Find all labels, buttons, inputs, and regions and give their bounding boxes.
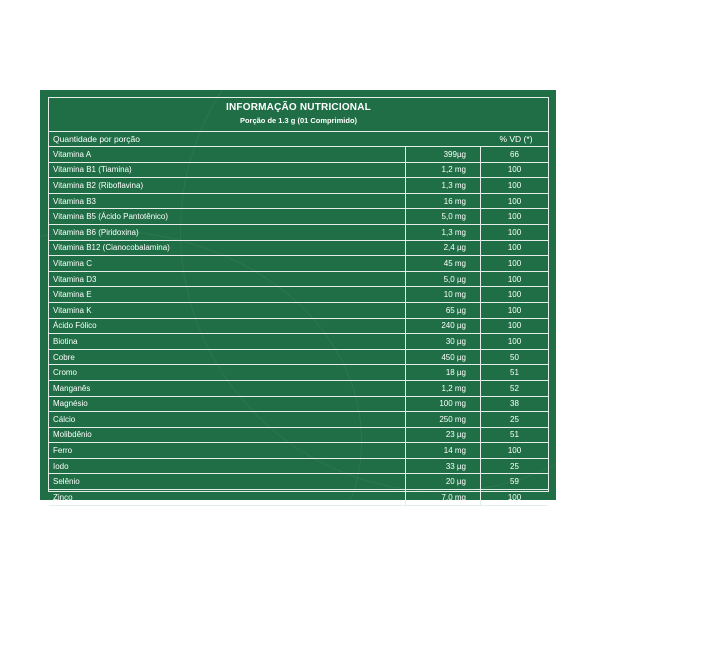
nutrient-name: Ácido Fólico <box>49 318 406 334</box>
nutrient-row <box>49 427 548 443</box>
nutrient-vd: 50 <box>481 349 549 365</box>
nutrient-amount: 1,3 mg <box>406 224 481 240</box>
nutrient-name: Vitamina C <box>49 256 406 272</box>
nutrient-vd: 100 <box>481 209 549 225</box>
nutrient-name: Vitamina E <box>49 287 406 303</box>
nutrient-vd: 100 <box>481 271 549 287</box>
nutrient-amount: 2,4 µg <box>406 240 481 256</box>
nutrient-name: Biotina <box>49 334 406 350</box>
nutrient-vd: 52 <box>481 380 549 396</box>
nutrient-amount: 5,0 µg <box>406 271 481 287</box>
nutrient-vd: 59 <box>481 474 549 490</box>
vd-header: % VD (*) <box>499 134 533 144</box>
nutrient-name: Vitamina A <box>49 147 406 162</box>
nutrient-amount: 20 µg <box>406 474 481 490</box>
nutrient-row <box>49 178 548 194</box>
nutrient-row <box>49 147 548 162</box>
nutrient-amount: 7,0 mg <box>406 490 481 506</box>
nutrient-name: Vitamina K <box>49 302 406 318</box>
nutrient-vd: 100 <box>481 302 549 318</box>
nutrient-amount: 250 mg <box>406 412 481 428</box>
nutrient-amount: 450 µg <box>406 349 481 365</box>
nutrient-amount: 30 µg <box>406 334 481 350</box>
nutrient-name: Vitamina B2 (Riboflavina) <box>49 178 406 194</box>
nutrient-name: Manganês <box>49 380 406 396</box>
nutrition-label-panel <box>40 90 556 530</box>
nutrient-name: Iodo <box>49 458 406 474</box>
nutrient-name: Cobre <box>49 349 406 365</box>
nutrient-amount: 65 µg <box>406 302 481 318</box>
nutrient-vd: 100 <box>481 193 549 209</box>
nutrient-amount: 16 mg <box>406 193 481 209</box>
nutrient-name: Molibdênio <box>49 427 406 443</box>
nutrient-name: Selênio <box>49 474 406 490</box>
nutrient-amount: 240 µg <box>406 318 481 334</box>
nutrient-row <box>49 193 548 209</box>
nutrient-row <box>49 240 548 256</box>
nutrient-row <box>49 396 548 412</box>
nutrient-row <box>49 365 548 381</box>
nutrient-vd: 100 <box>481 162 549 178</box>
footnote <box>49 506 548 532</box>
nutrient-name: Magnésio <box>49 396 406 412</box>
nutrient-vd: 100 <box>481 443 549 459</box>
nutrient-vd: 51 <box>481 365 549 381</box>
nutrient-amount: 33 µg <box>406 458 481 474</box>
nutrient-row <box>49 318 548 334</box>
nutrient-row <box>49 380 548 396</box>
nutrient-vd: 100 <box>481 318 549 334</box>
nutrient-amount: 45 mg <box>406 256 481 272</box>
nutrient-row <box>49 287 548 303</box>
serving-size: Porção de 1.3 g (01 Comprimido) <box>239 116 358 125</box>
nutrient-row <box>49 349 548 365</box>
nutrient-row <box>49 224 548 240</box>
nutrient-table <box>49 147 548 506</box>
nutrient-name: Vitamina B6 (Piridoxina) <box>49 224 406 240</box>
nutrient-row <box>49 302 548 318</box>
nutrient-row <box>49 490 548 506</box>
nutrient-name: Cálcio <box>49 412 406 428</box>
nutrient-row <box>49 162 548 178</box>
nutrient-amount: 14 mg <box>406 443 481 459</box>
column-header-row <box>49 132 548 147</box>
nutrient-amount: 18 µg <box>406 365 481 381</box>
label-title: INFORMAÇÃO NUTRICIONAL <box>226 102 371 113</box>
nutrient-amount: 1,2 mg <box>406 380 481 396</box>
nutrient-row <box>49 256 548 272</box>
nutrient-vd: 25 <box>481 412 549 428</box>
nutrient-row <box>49 412 548 428</box>
nutrient-vd: 100 <box>481 490 549 506</box>
quantity-header: Quantidade por porção <box>53 134 140 144</box>
nutrient-name: Zinco <box>49 490 406 506</box>
nutrient-name: Vitamina D3 <box>49 271 406 287</box>
label-header <box>49 98 548 132</box>
nutrient-row <box>49 334 548 350</box>
nutrient-amount: 1,3 mg <box>406 178 481 194</box>
nutrient-vd: 66 <box>481 147 549 162</box>
nutrient-row <box>49 271 548 287</box>
nutrient-vd: 100 <box>481 334 549 350</box>
nutrient-amount: 1,2 mg <box>406 162 481 178</box>
nutrient-name: Vitamina B3 <box>49 193 406 209</box>
nutrient-vd: 100 <box>481 178 549 194</box>
footnote-line-1: Não contém quantidades significativas de valor energético, carboidratos, proteínas, gorduras totais, <box>54 511 345 519</box>
nutrient-amount: 100 mg <box>406 396 481 412</box>
nutrient-name: Vitamina B5 (Ácido Pantotênico) <box>49 209 406 225</box>
nutrient-vd: 51 <box>481 427 549 443</box>
nutrient-name: Vitamina B12 (Cianocobalamina) <box>49 240 406 256</box>
nutrient-vd: 100 <box>481 224 549 240</box>
nutrient-vd: 38 <box>481 396 549 412</box>
nutrient-row <box>49 443 548 459</box>
footnote-line-2: gorduras saturadas, gorduras trans, fibra alimentar e sódio. <box>54 522 228 530</box>
nutrient-vd: 100 <box>481 287 549 303</box>
nutrient-amount: 10 mg <box>406 287 481 303</box>
nutrient-amount: 5,0 mg <box>406 209 481 225</box>
nutrient-row <box>49 458 548 474</box>
nutrient-name: Vitamina B1 (Tiamina) <box>49 162 406 178</box>
nutrient-row <box>49 474 548 490</box>
nutrient-vd: 100 <box>481 240 549 256</box>
nutrient-vd: 100 <box>481 256 549 272</box>
nutrient-amount: 23 µg <box>406 427 481 443</box>
nutrient-vd: 25 <box>481 458 549 474</box>
nutrient-row <box>49 209 548 225</box>
nutrition-table-frame <box>48 97 549 530</box>
nutrient-name: Cromo <box>49 365 406 381</box>
nutrient-amount: 399µg <box>406 147 481 162</box>
nutrient-name: Ferro <box>49 443 406 459</box>
